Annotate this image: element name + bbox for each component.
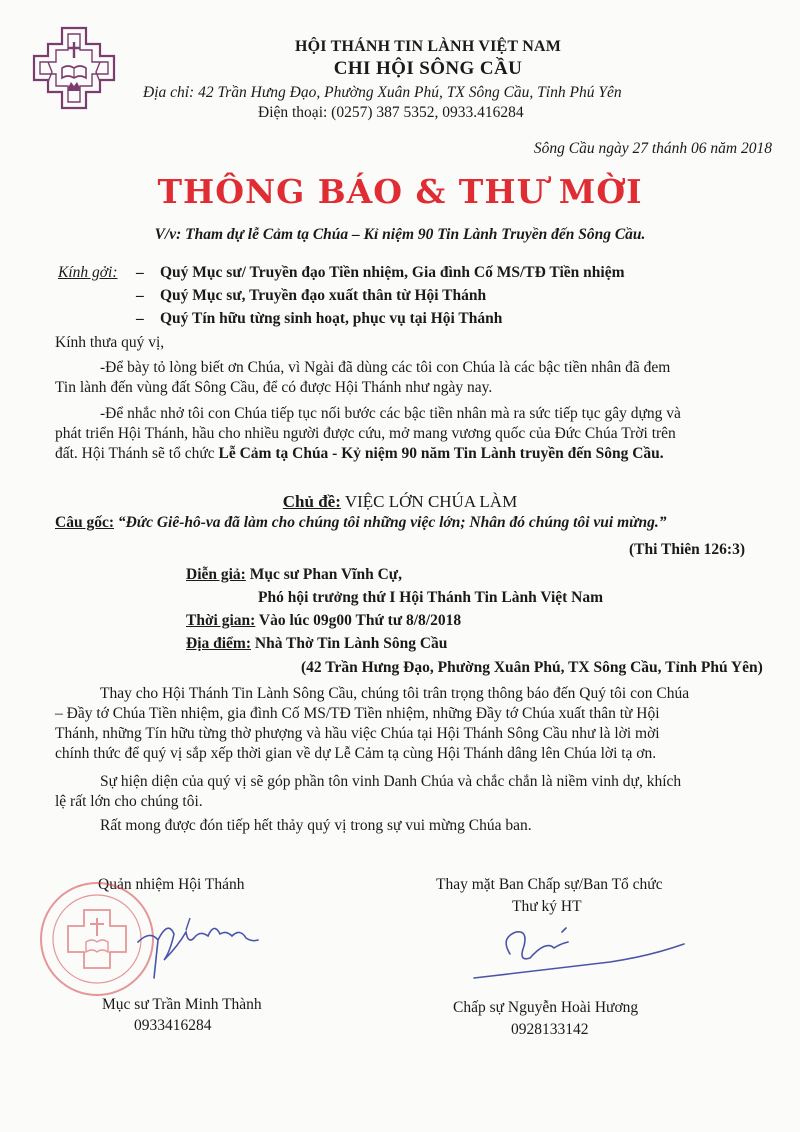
verse-reference: (Thi Thiên 126:3): [629, 541, 745, 558]
body-paragraph-2: [55, 772, 767, 812]
secretary-signature-icon: [470, 918, 690, 988]
body-paragraph-3: [55, 816, 767, 836]
recipient-item: [136, 310, 502, 328]
right-signer-name: Chấp sự Nguyễn Hoài Hương: [453, 999, 639, 1016]
left-signer-name: Mục sư Trần Minh Thành: [102, 996, 262, 1013]
text-line: – Đầy tớ Chúa Tiền nhiệm, gia đình Cố MS/TĐ Tiền nhiệm, những Đầy tớ Chúa xuất thân từ Hội: [55, 705, 660, 722]
event-name: Lễ Cảm tạ Chúa - Kỷ niệm 90 năm Tin Lành truyền đến Sông Cầu.: [218, 445, 664, 462]
time-line: [186, 612, 461, 630]
recipient-text: Quý Tín hữu từng sinh hoạt, phục vụ tại Hội Thánh: [160, 310, 503, 327]
address-value: 42 Trần Hưng Đạo, Phường Xuân Phú, TX Sông Cầu, Tỉnh Phú Yên: [198, 84, 622, 101]
text-line: Sự hiện diện của quý vị sẽ góp phần tôn vinh Danh Chúa và chắc chắn là niềm vinh dự, khích: [100, 773, 682, 790]
church-logo-icon: [28, 22, 120, 114]
pastor-signature-icon: [128, 900, 263, 980]
body-paragraph-1: [55, 684, 767, 764]
place-label: Địa điểm:: [186, 635, 252, 652]
right-signer-title: Thay mặt Ban Chấp sự/Ban Tổ chức: [436, 876, 663, 893]
text-line: -Để nhắc nhở tôi con Chúa tiếp tục nối bước các bậc tiền nhân mà ra sức tiếp tục gây dựng và: [100, 405, 681, 422]
letter-title: THÔNG BÁO & THƯ MỜI: [157, 172, 643, 211]
intro-paragraph-1: [55, 358, 767, 398]
text-line: [55, 444, 767, 464]
intro-paragraph-2: [55, 404, 767, 464]
address-line: [143, 84, 622, 102]
address-label: Địa chỉ:: [143, 84, 195, 101]
text-line: lệ rất lớn cho chúng tôi.: [55, 793, 203, 810]
speaker-label: Diễn giả:: [186, 566, 246, 583]
greeting: Kính thưa quý vị,: [55, 334, 165, 351]
bullet-dash: –: [136, 287, 144, 304]
left-signer-title: Quản nhiệm Hội Thánh: [98, 876, 245, 893]
key-verse-line: [55, 514, 666, 532]
theme-line: [0, 492, 800, 512]
text-line: chính thức để quý vị sắp xếp thời gian về dự Lễ Cảm tạ cùng Hội Thánh dâng lên Chúa lời tạ ơn.: [55, 745, 657, 762]
left-signer-phone: 0933416284: [134, 1017, 212, 1034]
text-line: Thay cho Hội Thánh Tin Lành Sông Cầu, chúng tôi trân trọng thông báo đến Quý tôi con Chúa: [100, 685, 690, 702]
right-signer-phone: 0928133142: [511, 1021, 589, 1038]
time-label: Thời gian:: [186, 612, 256, 629]
speaker-title: Phó hội trưởng thứ I Hội Thánh Tin Lành Việt Nam: [258, 589, 604, 606]
right-signer-subtitle: Thư ký HT: [512, 898, 582, 915]
key-verse: “Đức Giê-hô-va đã làm cho chúng tôi những việc lớn; Nhân đó chúng tôi vui mừng.”: [117, 514, 667, 531]
speaker-line: [186, 566, 402, 584]
phone-line: Điện thoại: (0257) 387 5352, 0933.416284: [258, 104, 524, 121]
place-address: (42 Trần Hưng Đạo, Phường Xuân Phú, TX Sông Cầu, Tỉnh Phú Yên): [301, 659, 763, 676]
bullet-dash: –: [136, 264, 144, 281]
text-line: -Để bày tỏ lòng biết ơn Chúa, vì Ngài đã dùng các tôi con Chúa là các bậc tiền nhân đã đem: [100, 359, 671, 376]
recipient-item: [136, 264, 625, 282]
letter-subject: V/v: Tham dự lễ Cảm tạ Chúa – Kỉ niệm 90 Tin Lành Truyền đến Sông Cầu.: [154, 226, 646, 243]
place-line: [186, 635, 447, 653]
recipient-item: [136, 287, 486, 305]
branch-name: CHI HỘI SÔNG CẦU: [333, 58, 523, 79]
key-verse-label: Câu gốc:: [55, 514, 114, 531]
organization-name: HỘI THÁNH TIN LÀNH VIỆT NAM: [294, 38, 562, 55]
theme-label: Chủ đề:: [282, 492, 341, 511]
recipient-text: Quý Mục sư, Truyền đạo xuất thân từ Hội Thánh: [160, 287, 487, 304]
place-value: Nhà Thờ Tin Lành Sông Cầu: [254, 635, 448, 652]
recipients-label: Kính gởi:: [58, 264, 118, 281]
time-value: Vào lúc 09g00 Thứ tư 8/8/2018: [258, 612, 462, 629]
text-line: phát triển Hội Thánh, hầu cho nhiều người được cứu, mở mang vương quốc của Đức Chúa Trời trên: [55, 425, 676, 442]
recipient-text: Quý Mục sư/ Truyền đạo Tiền nhiệm, Gia đình Cố MS/TĐ Tiền nhiệm: [160, 264, 625, 281]
text-segment: đất. Hội Thánh sẽ tổ chức: [55, 445, 219, 462]
text-line: Rất mong được đón tiếp hết thảy quý vị trong sự vui mừng Chúa ban.: [100, 817, 532, 834]
letter-date: Sông Cầu ngày 27 thánh 06 năm 2018: [533, 140, 772, 157]
text-line: Thánh, những Tín hữu từng thờ phượng và hầu việc Chúa tại Hội Thánh Sông Cầu như là lời mời: [55, 725, 660, 742]
speaker-name: Mục sư Phan Vĩnh Cự,: [249, 566, 402, 583]
bullet-dash: –: [136, 310, 144, 327]
text-line: Tin lành đến vùng đất Sông Cầu, để có được Hội Thánh như ngày nay.: [55, 379, 493, 396]
theme-value: VIỆC LỚN CHÚA LÀM: [344, 492, 518, 511]
